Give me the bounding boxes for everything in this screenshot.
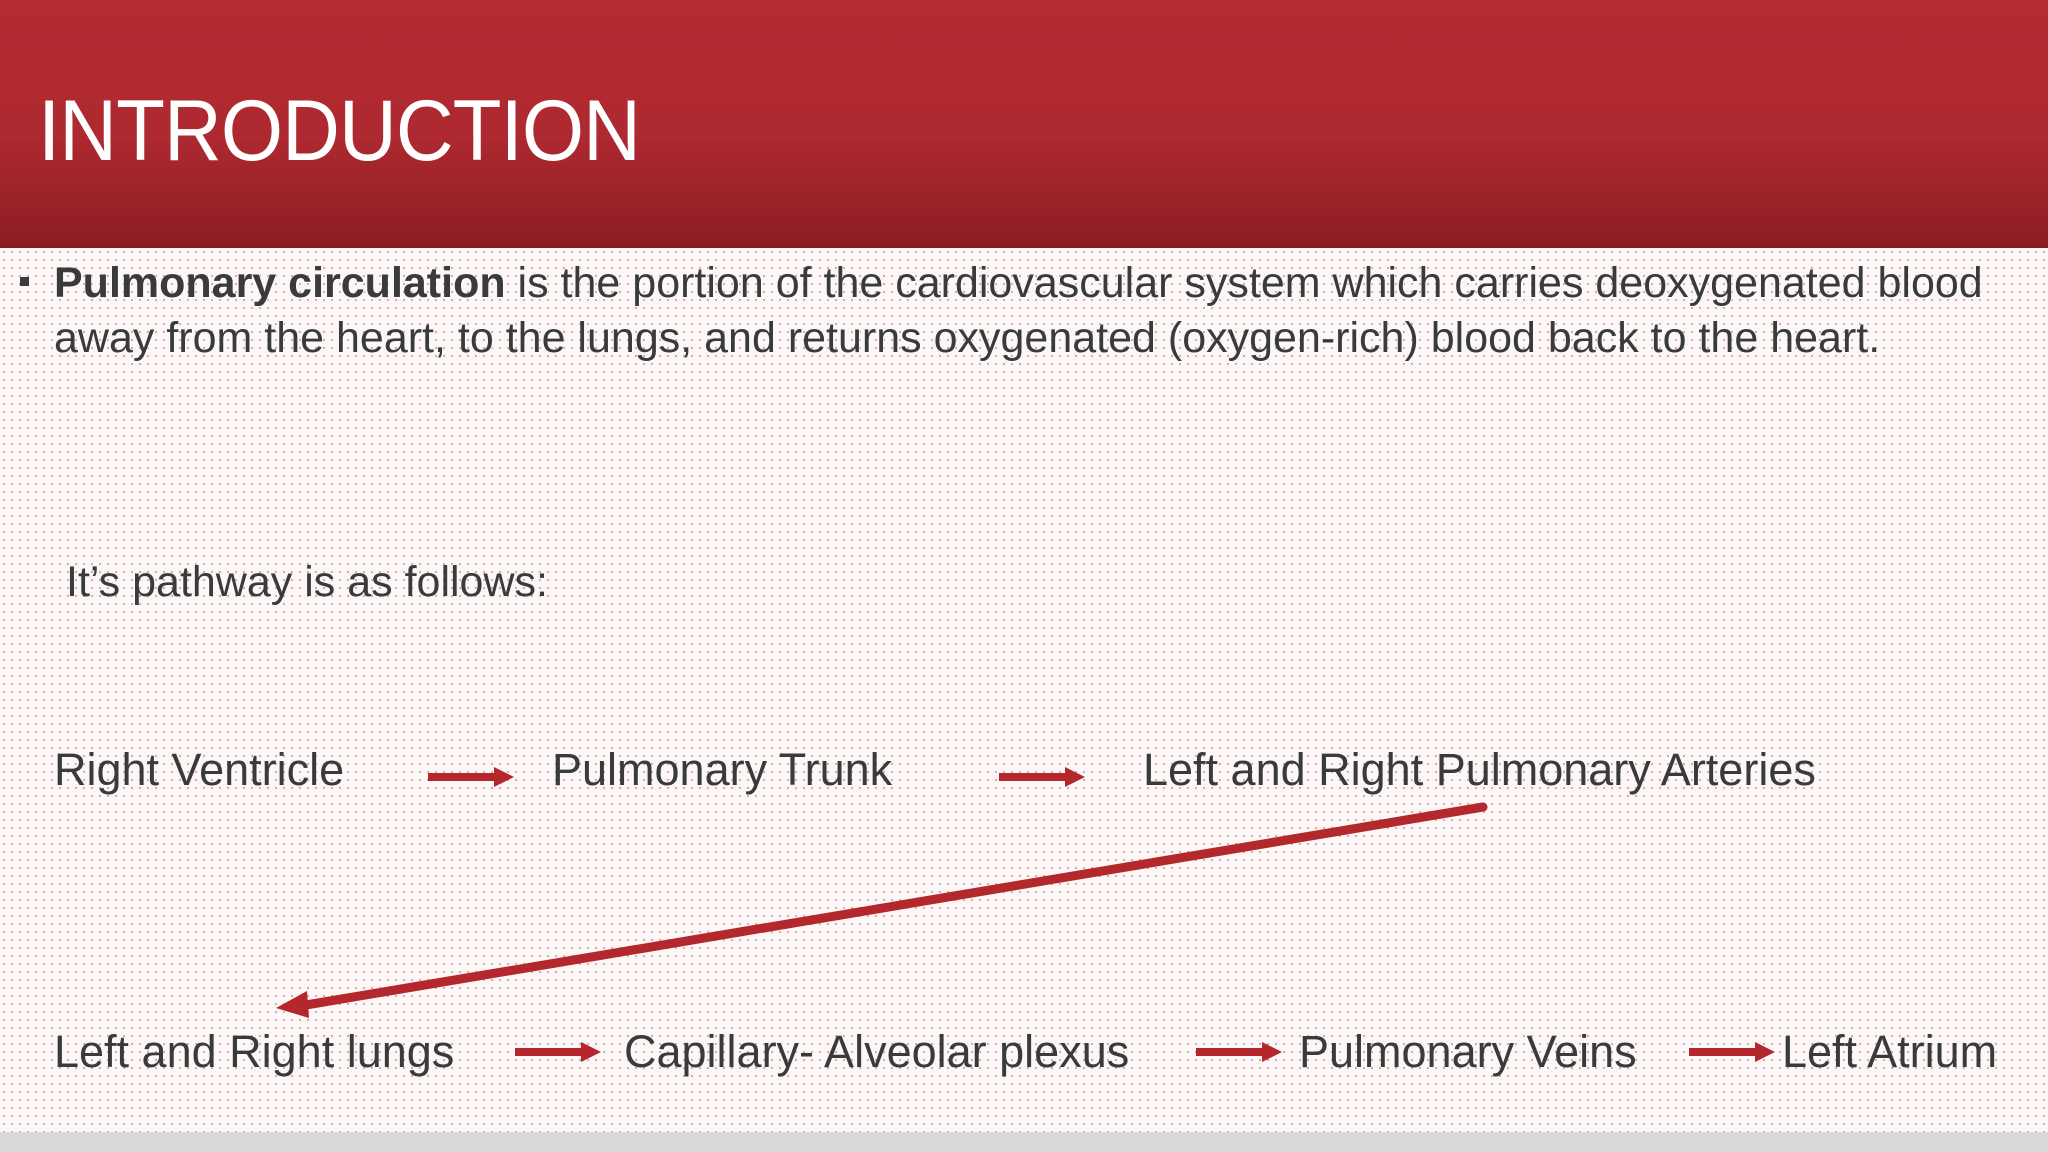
bottom-strip	[0, 1132, 2048, 1152]
title-banner	[0, 0, 2048, 248]
node-pulmonary-arteries: Left and Right Pulmonary Arteries	[1143, 744, 1816, 795]
arrow-diagonal-icon	[276, 807, 1483, 1018]
intro-text: is the portion of the cardiovascular system which carries deoxygenated blood away from the heart, to the lungs, and returns oxygenated (oxygen-rich) blood back to the heart.	[54, 259, 1983, 362]
slide-title: INTRODUCTION	[38, 83, 640, 179]
intro-paragraph	[54, 256, 2014, 366]
arrow-right-icon-1	[428, 767, 514, 787]
node-lungs: Left and Right lungs	[54, 1026, 455, 1077]
arrow-right-icon-5	[1689, 1042, 1775, 1062]
arrow-right-icon-2	[999, 767, 1085, 787]
arrow-right-icon-3	[515, 1042, 601, 1062]
node-left-atrium: Left Atrium	[1782, 1026, 1998, 1077]
node-right-ventricle: Right Ventricle	[54, 744, 345, 795]
node-pulmonary-veins: Pulmonary Veins	[1299, 1026, 1637, 1077]
bullet-square-icon	[20, 277, 29, 286]
pathway-heading: It’s pathway is as follows:	[66, 558, 548, 606]
node-pulmonary-trunk: Pulmonary Trunk	[552, 744, 893, 795]
node-capillary-plexus: Capillary- Alveolar plexus	[624, 1026, 1130, 1077]
intro-bold-term: Pulmonary circulation	[54, 259, 506, 307]
arrow-right-icon-4	[1196, 1042, 1282, 1062]
